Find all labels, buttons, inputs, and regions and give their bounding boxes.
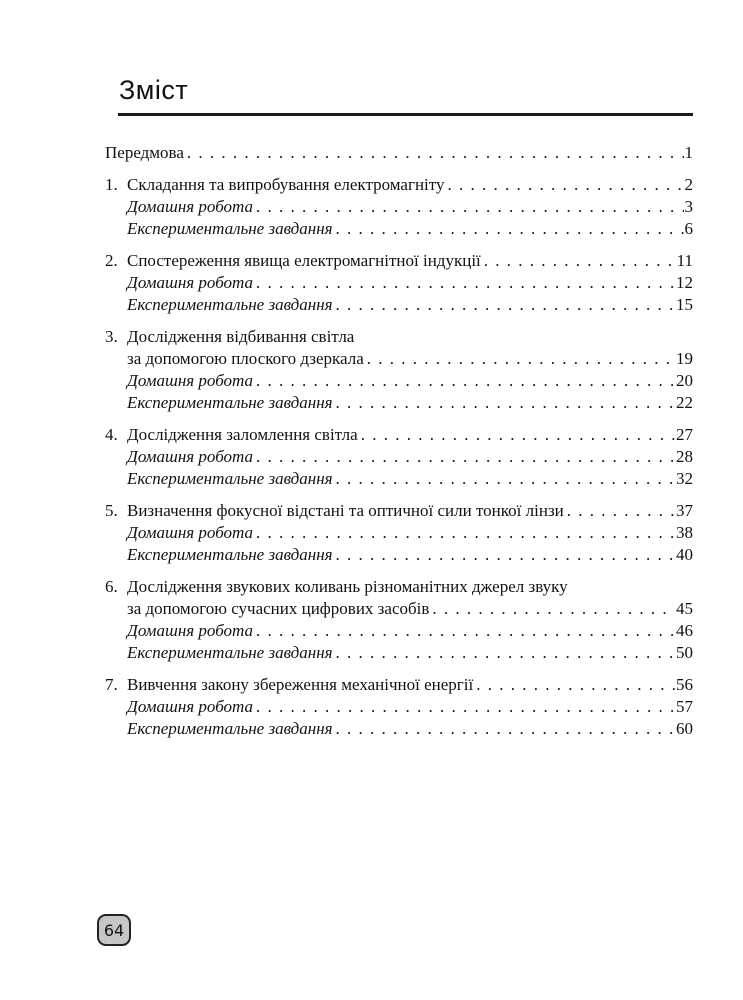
dot-leader	[364, 348, 675, 370]
entry-number: 5.	[105, 500, 118, 520]
entry-page-number: 11	[676, 250, 693, 270]
toc-group-5	[105, 500, 693, 566]
toc-group-7	[105, 674, 693, 740]
toc-group-3	[105, 326, 693, 414]
toc-entry-preface	[105, 142, 693, 164]
page-number-badge	[97, 914, 131, 946]
entry-page-number: 57	[676, 696, 693, 716]
entry-label: Експериментальне завдання	[127, 392, 333, 412]
toc-group-1	[105, 174, 693, 240]
toc-group-2	[105, 250, 693, 316]
entry-label: Домашня робота	[127, 272, 254, 292]
dot-leader	[253, 370, 675, 392]
entry-label: Дослідження звукових коливань різноманітних джерел звуку	[127, 576, 568, 596]
entry-page-number: 12	[676, 272, 693, 292]
entry-page-number: 40	[676, 544, 693, 564]
page-title: Зміст	[119, 75, 189, 105]
toc-entry-main	[105, 250, 693, 272]
toc-entry-homework	[105, 522, 693, 544]
dot-leader	[253, 620, 675, 642]
toc-entry-experiment	[105, 294, 693, 316]
entry-label: Експериментальне завдання	[127, 218, 333, 238]
entry-number: 1.	[105, 174, 118, 194]
entry-number: 2.	[105, 250, 118, 270]
dot-leader	[253, 196, 683, 218]
entry-label: Експериментальне завдання	[127, 718, 333, 738]
toc-entry-homework	[105, 196, 693, 218]
entry-page-number: 20	[676, 370, 693, 390]
dot-leader	[444, 174, 683, 196]
dot-leader	[473, 674, 675, 696]
dot-leader	[333, 468, 675, 490]
entry-page-number: 3	[684, 196, 693, 216]
dot-leader	[253, 446, 675, 468]
toc-entry-homework	[105, 272, 693, 294]
entry-label: Дослідження відбивання світла	[127, 326, 355, 346]
toc-group-preface	[105, 142, 693, 164]
dot-leader	[253, 272, 675, 294]
entry-label: Вивчення закону збереження механічної енергії	[127, 674, 474, 694]
dot-leader	[253, 522, 675, 544]
entry-number: 7.	[105, 674, 118, 694]
entry-number: 4.	[105, 424, 118, 444]
entry-label: Домашня робота	[127, 370, 254, 390]
entry-page-number: 28	[676, 446, 693, 466]
toc-entry-homework	[105, 446, 693, 468]
entry-label: Дослідження заломлення світла	[127, 424, 358, 444]
table-of-contents	[105, 142, 693, 740]
toc-entry-experiment	[105, 468, 693, 490]
dot-leader	[333, 218, 684, 240]
dot-leader	[333, 294, 675, 316]
entry-label: за допомогою сучасних цифрових засобів	[127, 598, 430, 618]
entry-page-number: 32	[676, 468, 693, 488]
dot-leader	[333, 392, 675, 414]
toc-entry-experiment	[105, 392, 693, 414]
toc-entry-homework	[105, 620, 693, 642]
dot-leader	[184, 142, 684, 164]
entry-label: Експериментальне завдання	[127, 642, 333, 662]
dot-leader	[358, 424, 675, 446]
toc-group-4	[105, 424, 693, 490]
toc-entry-main-line2	[105, 348, 693, 370]
entry-label: Експериментальне завдання	[127, 544, 333, 564]
entry-page-number: 22	[676, 392, 693, 412]
toc-entry-experiment	[105, 544, 693, 566]
entry-page-number: 6	[684, 218, 693, 238]
page-number: 64	[103, 920, 125, 940]
toc-entry-main	[105, 174, 693, 196]
toc-entry-experiment	[105, 642, 693, 664]
toc-entry-main-line1	[105, 576, 693, 598]
entry-page-number: 60	[676, 718, 693, 738]
entry-label: Домашня робота	[127, 522, 254, 542]
entry-number: 6.	[105, 576, 118, 596]
entry-label: Спостереження явища електромагнітної індукції	[127, 250, 481, 270]
toc-group-6	[105, 576, 693, 664]
entry-page-number: 27	[676, 424, 693, 444]
entry-label: Експериментальне завдання	[127, 468, 333, 488]
toc-entry-homework	[105, 696, 693, 718]
toc-entry-main	[105, 500, 693, 522]
entry-label: Домашня робота	[127, 620, 254, 640]
dot-leader	[429, 598, 675, 620]
title-rule	[118, 113, 693, 116]
entry-label: Визначення фокусної відстані та оптичної сили тонкої лінзи	[127, 500, 564, 520]
entry-page-number: 46	[676, 620, 693, 640]
toc-entry-experiment	[105, 718, 693, 740]
entry-page-number: 15	[676, 294, 693, 314]
entry-page-number: 19	[676, 348, 693, 368]
toc-entry-main-line1	[105, 326, 693, 348]
toc-entry-homework	[105, 370, 693, 392]
entry-label: за допомогою плоского дзеркала	[127, 348, 364, 368]
entry-number: 3.	[105, 326, 118, 346]
toc-entry-main-line2	[105, 598, 693, 620]
dot-leader	[333, 544, 675, 566]
entry-page-number: 2	[684, 174, 693, 194]
dot-leader	[481, 250, 676, 272]
entry-page-number: 50	[676, 642, 693, 662]
toc-content	[105, 76, 693, 750]
entry-label: Передмова	[105, 142, 184, 162]
entry-page-number: 45	[676, 598, 693, 618]
dot-leader	[253, 696, 675, 718]
entry-label: Складання та випробування електромагніту	[127, 174, 445, 194]
toc-entry-main	[105, 424, 693, 446]
entry-page-number: 1	[684, 142, 693, 162]
entry-label: Домашня робота	[127, 696, 254, 716]
dot-leader	[333, 718, 675, 740]
dot-leader	[564, 500, 675, 522]
entry-page-number: 56	[676, 674, 693, 694]
entry-label: Домашня робота	[127, 196, 254, 216]
entry-page-number: 37	[676, 500, 693, 520]
entry-label: Експериментальне завдання	[127, 294, 333, 314]
toc-entry-experiment	[105, 218, 693, 240]
toc-entry-main	[105, 674, 693, 696]
dot-leader	[333, 642, 675, 664]
entry-label: Домашня робота	[127, 446, 254, 466]
entry-page-number: 38	[676, 522, 693, 542]
